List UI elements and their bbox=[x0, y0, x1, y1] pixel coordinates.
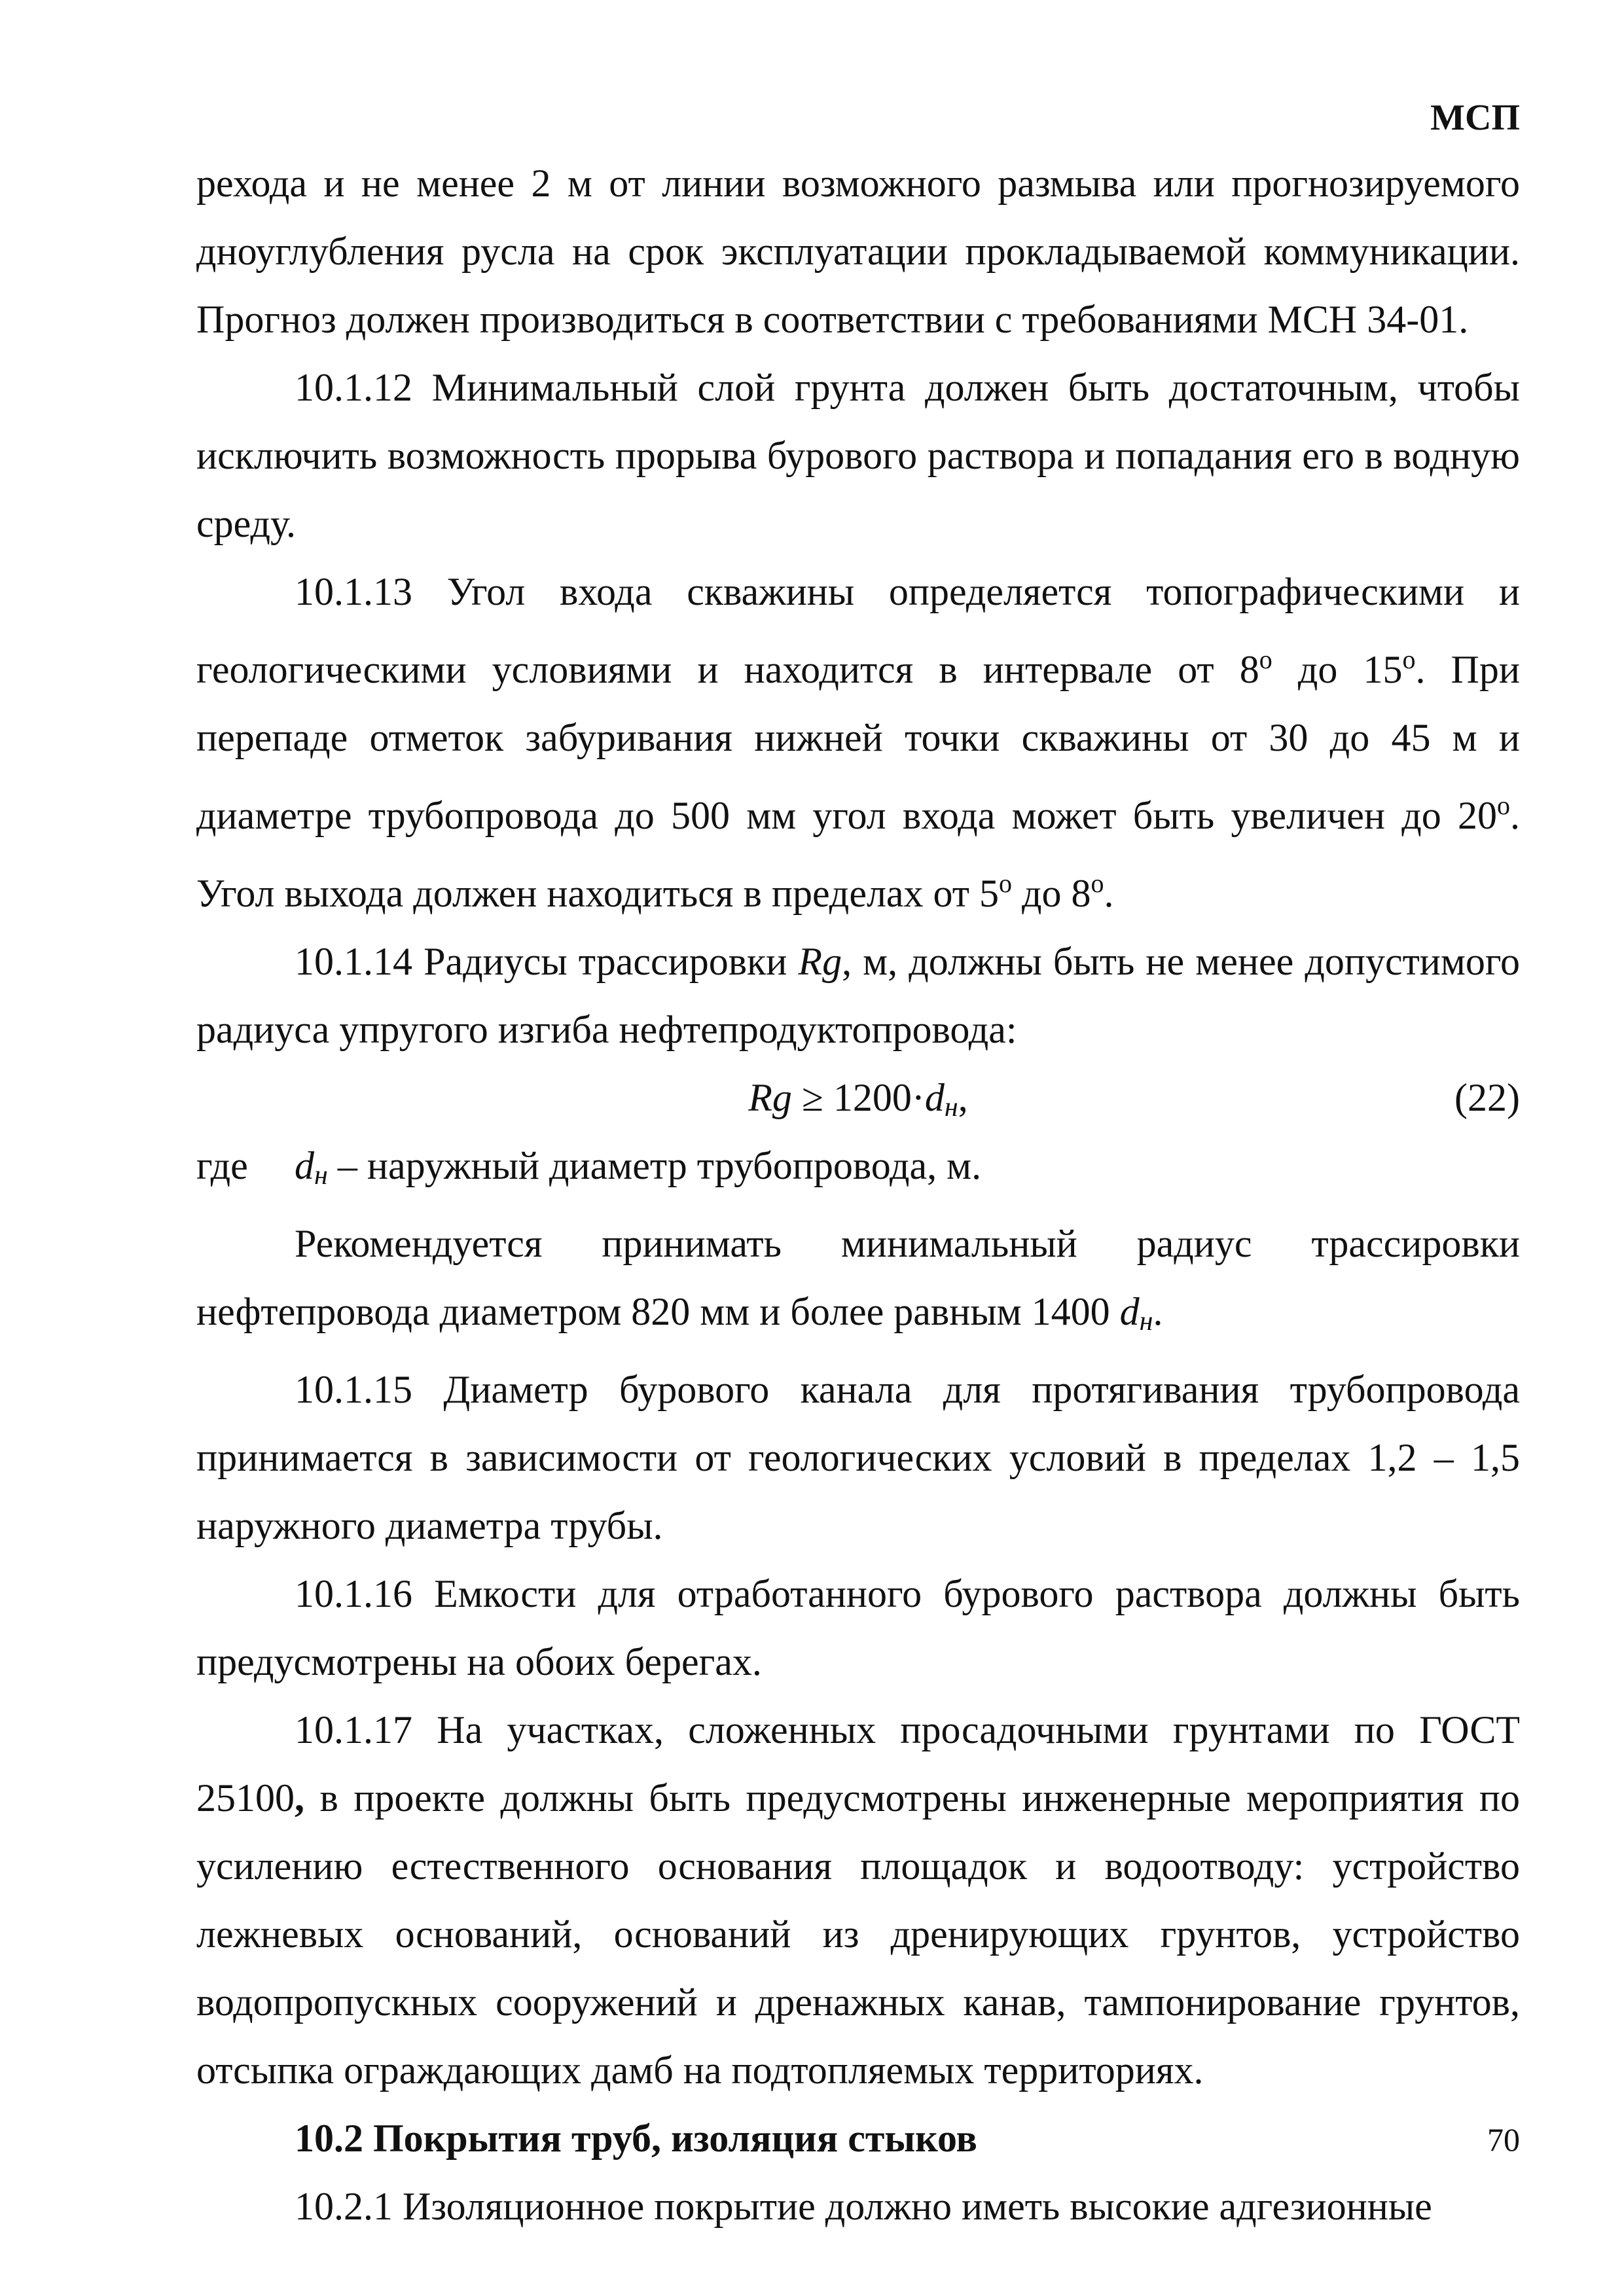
degree-superscript: o bbox=[998, 869, 1012, 898]
paragraph-10-1-14 bbox=[196, 927, 1520, 1064]
text-run: 10.1.13 Угол входа скважины определяется топографическими и геологическими условиями и находится в интервале от 8 bbox=[196, 570, 1520, 691]
formula-lhs: Rg bbox=[748, 1076, 792, 1119]
text-run: до 15 bbox=[1272, 648, 1403, 691]
text-run: Рекомендуется принимать минимальный радиус трассировки нефтепровода диаметром 820 мм и более равным 1400 bbox=[196, 1222, 1520, 1333]
where-text: – наружный диаметр трубопровода, м. bbox=[327, 1144, 982, 1187]
formula-variable: d bbox=[924, 1076, 945, 1119]
where-label: где bbox=[196, 1144, 248, 1187]
paragraph-10-1-17 bbox=[196, 1696, 1520, 2104]
degree-superscript: o bbox=[1259, 645, 1272, 674]
variable-subscript: н bbox=[1139, 1306, 1153, 1336]
paragraph-recommendation bbox=[196, 1210, 1520, 1355]
page-number: 70 bbox=[1487, 2121, 1520, 2158]
bold-comma: , bbox=[295, 1776, 304, 1820]
doc-code-header: МСП bbox=[1430, 98, 1520, 138]
variable-rg: Rg bbox=[798, 940, 842, 983]
text-run: . bbox=[1153, 1290, 1163, 1333]
variable-d: d bbox=[1119, 1290, 1140, 1333]
formula-number: (22) bbox=[1454, 1076, 1520, 1119]
paragraph-10-1-16: 10.1.16 Емкости для отработанного бурового раствора должны быть предусмотрены на обоих берегах. bbox=[196, 1572, 1520, 1683]
degree-superscript: o bbox=[1091, 869, 1104, 898]
where-variable: d bbox=[295, 1144, 314, 1187]
text-run: . Угол выхода должен находиться в пределах от 5 bbox=[196, 794, 1520, 915]
text-run: в проекте должны быть предусмотрены инженерные мероприятия по усилению естественного основания площадок и водоотводу: устройство лежневых оснований, оснований из дренирующих грунтов, устройство водопропускных сооружений и дренажных канав, тампонирование грунтов, отсыпка ограждающих дамб на подтопляемых территориях. bbox=[196, 1776, 1520, 2092]
paragraph-10-1-13 bbox=[196, 558, 1520, 927]
degree-superscript: o bbox=[1402, 645, 1416, 674]
paragraph-continuation: рехода и не менее 2 м от линии возможного размыва или прогнозируемого дноуглубления русла на срок эксплуатации прокладываемой коммуникации. Прогноз должен производиться в соответствии с требованиями МСН 34-01. bbox=[196, 162, 1520, 341]
paragraph-10-1-12: 10.1.12 Минимальный слой грунта должен быть достаточным, чтобы исключить возможность прорыва бурового раствора и попадания его в водную среду. bbox=[196, 366, 1520, 545]
formula-22 bbox=[196, 1064, 1520, 1132]
formula-tail: , bbox=[958, 1076, 968, 1119]
where-subscript: н bbox=[314, 1160, 328, 1191]
paragraph-10-2-1: 10.2.1 Изоляционное покрытие должно иметь высокие адгезионные bbox=[295, 2185, 1432, 2228]
text-run: 10.1.14 Радиусы трассировки bbox=[295, 940, 799, 983]
formula-explanation bbox=[196, 1132, 1520, 1210]
paragraph-10-1-15: 10.1.15 Диаметр бурового канала для протягивания трубопровода принимается в зависимости от геологических условий в пределах 1,2 – 1,5 наружного диаметра трубы. bbox=[196, 1368, 1520, 1547]
section-heading-10-2: 10.2 Покрытия труб, изоляция стыков bbox=[295, 2117, 977, 2160]
formula-subscript: н bbox=[944, 1092, 958, 1122]
document-body bbox=[196, 149, 1520, 2240]
text-run: до 8 bbox=[1011, 872, 1091, 915]
text-run: , м, должны быть не менее допустимого радиуса упругого изгиба нефтепродуктопровода: bbox=[196, 940, 1521, 1051]
formula-expression bbox=[748, 1064, 967, 1141]
formula-operator: ≥ 1200· bbox=[791, 1076, 925, 1119]
document-page bbox=[196, 0, 1520, 2296]
text-run: 10.1.17 На участках, сложенных просадочными грунтами по ГОСТ 25100 bbox=[196, 1708, 1520, 1820]
text-run: . bbox=[1104, 872, 1114, 915]
text-run: . При перепаде отметок забуривания нижней точки скважины от 30 до 45 м и диаметре трубопровода до 500 мм угол входа может быть увеличен до 20 bbox=[196, 648, 1520, 837]
degree-superscript: o bbox=[1497, 791, 1510, 820]
